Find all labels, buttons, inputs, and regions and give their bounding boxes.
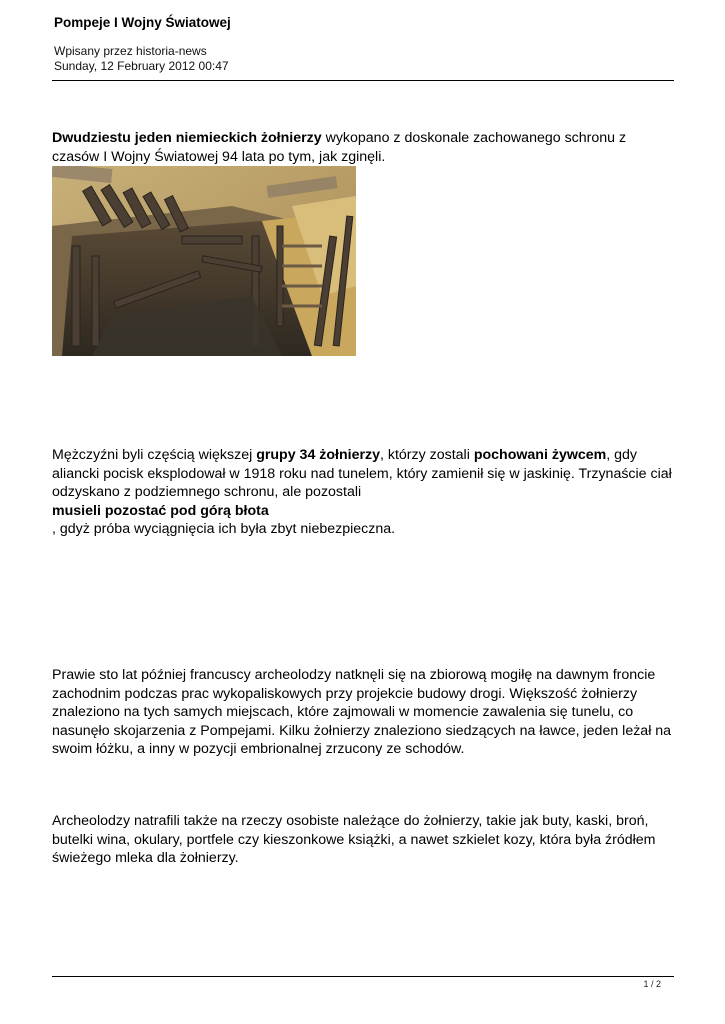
paragraph-intro [52, 129, 677, 166]
document-title: Pompeje I Wojny Światowej [54, 15, 231, 30]
p2-bold-mud: musieli pozostać pod górą błota [52, 502, 269, 519]
intro-bold: Dwudziestu jeden niemieckich żołnierzy [52, 130, 322, 146]
footer-divider [52, 976, 674, 977]
p2-text-2: , którzy zostali [379, 447, 474, 463]
p2-text-1: Mężczyźni byli częścią większej [52, 447, 257, 463]
paragraph-belongings: Archeolodzy natrafili także na rzeczy osobiste należące do żołnierzy, takie jak buty, kaski, broń, butelki wina, okulary, portfele czy kieszonkowe książki, a nawet szkielet kozy, która była źródłem świeżego mleka dla żołnierzy. [52, 813, 656, 867]
date-line: Sunday, 12 February 2012 00:47 [54, 59, 229, 73]
page-header [54, 14, 674, 74]
header-divider [52, 80, 674, 81]
article-meta [54, 44, 674, 74]
author-line: Wpisany przez historia-news [54, 44, 207, 58]
p2-text-4: , gdyż próba wyciągnięcia ich była zbyt niebezpieczna. [52, 521, 396, 538]
intro-text: wykopano z doskonale zachowanego schronu z czasów I Wojny Światowej 94 lata po tym, jak zginęli. [52, 130, 627, 165]
p2-bold-group: grupy 34 żołnierzy [256, 447, 380, 463]
paragraph-archaeologists: Prawie sto lat później francuscy archeolodzy natknęli się na zbiorową mogiłę na dawnym froncie zachodnim podczas prac wykopaliskowych przy projekcie budowy drogi. Większość żołnierzy znaleziono na tych samych miejscach, które zajmowali w momencie zawalenia się tunelu, co nasunęło skojarzenia z Pompejami. Kilku żołnierzy znaleziono siedzących na ławce, jeden leżał na swoim łóżku, a inny w pozycji embrionalnej zrzucony ze schodów. [52, 667, 672, 758]
excavated-bunker-photo [52, 166, 356, 356]
page-number: 1 / 2 [643, 979, 661, 989]
paragraph-soldiers [52, 446, 677, 539]
p2-text-3: , gdy aliancki pocisk eksplodował w 1918 roku nad tunelem, który zamienił się w jaskinię. Trzynaście ciał odzyskano z podziemnego schronu, ale pozostali [52, 447, 672, 501]
p2-bold-buried: pochowani żywcem [473, 447, 607, 463]
